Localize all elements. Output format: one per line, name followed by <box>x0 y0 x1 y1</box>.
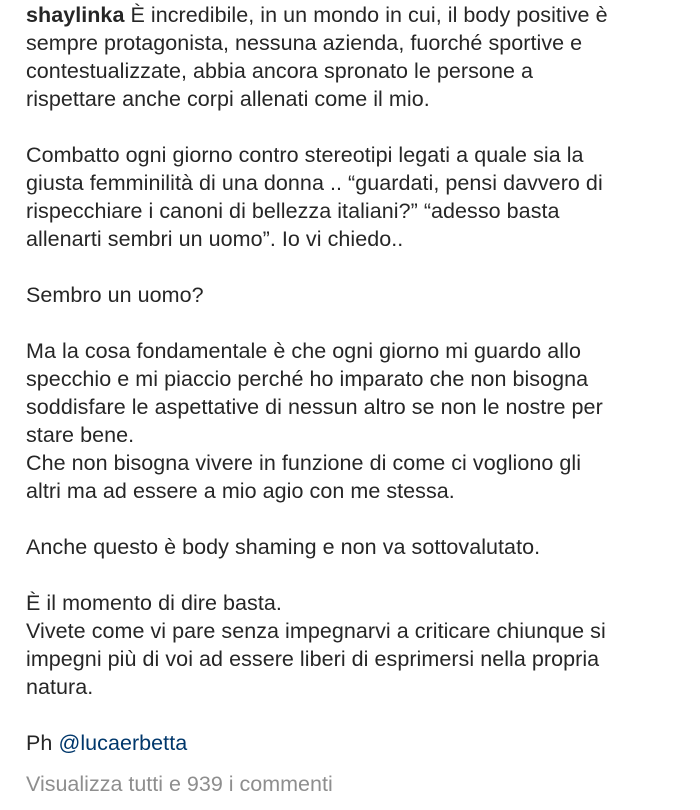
paragraph-spacer <box>26 701 686 729</box>
caption-paragraph-6: È il momento di dire basta. Vivete come vi pare senza impegnarvi a criticare chiunque si impegni più di voi ad essere liberi di esprimersi nella propria natura. <box>26 591 606 699</box>
photo-credit <box>26 729 686 757</box>
post-caption <box>26 0 686 757</box>
view-all-comments-link[interactable]: Visualizza tutti e 939 i commenti <box>26 772 333 796</box>
paragraph-spacer <box>26 309 686 337</box>
caption-text-1: È incredibile, in un mondo in cui, il body positive è sempre protagonista, nessuna azienda, fuorché sportive e contestualizzate, abbia ancora spronato le persone a rispettare anche corpi allenati come il mio. <box>26 3 608 111</box>
paragraph-spacer <box>26 505 686 533</box>
username-link[interactable]: shaylinka <box>26 3 125 27</box>
paragraph-spacer <box>26 561 686 589</box>
caption-paragraph-2: Combatto ogni giorno contro stereotipi legati a quale sia la giusta femminilità di una donna .. “guardati, pensi davvero di rispecchiare i canoni di bellezza italiani?” “adesso basta allenarti sembri un uomo”. Io vi chiedo.. <box>26 143 603 251</box>
mention-link[interactable]: @lucaerbetta <box>58 731 188 755</box>
paragraph-spacer <box>26 253 686 281</box>
caption-paragraph-3: Sembro un uomo? <box>26 283 204 307</box>
caption-paragraph-4: Ma la cosa fondamentale è che ogni giorno mi guardo allo specchio e mi piaccio perché ho imparato che non bisogna soddisfare le aspettative di nessun altro se non le nostre per stare bene. Che non bisogna vivere in funzione di come ci vogliono gli altri ma ad essere a mio agio con me stessa. <box>26 339 603 503</box>
caption-paragraph-5: Anche questo è body shaming e non va sottovalutato. <box>26 535 541 559</box>
caption-paragraph-1 <box>26 1 686 113</box>
paragraph-spacer <box>26 113 686 141</box>
credit-prefix: Ph <box>26 731 53 755</box>
